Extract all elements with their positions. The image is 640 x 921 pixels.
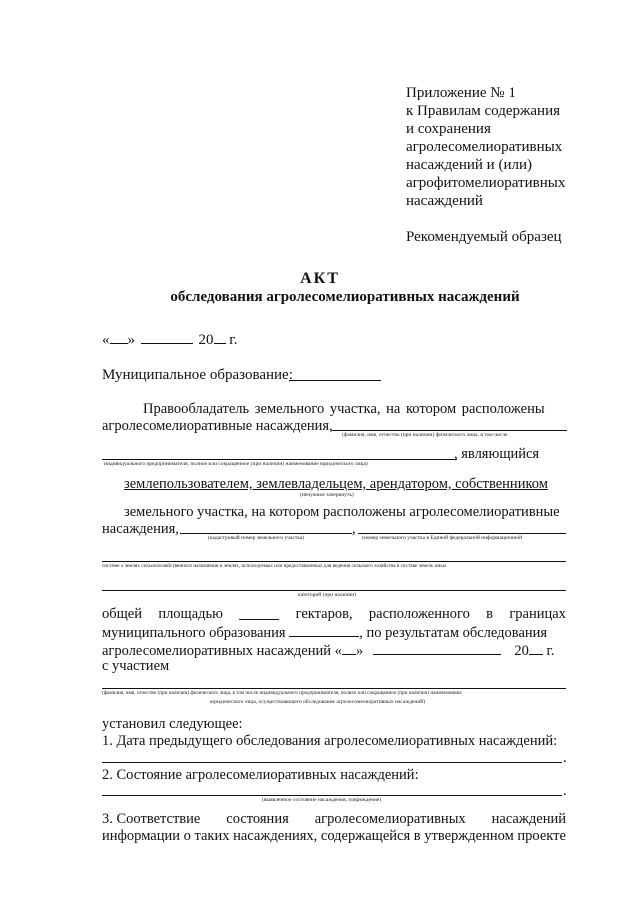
owner-hint-2: индивидуального предпринимателя; полное или сокращенное (при наличии) наименование юридического лица): [104, 461, 368, 467]
area-word: границах: [509, 606, 566, 622]
hint-participant-1: (фамилия, имя, отчество (при наличии) физического лица, в том числе индивидуального предпринимателя, полное или сокращенное (при наличии) наименование: [102, 690, 462, 696]
area-line2a: муниципального образования: [102, 625, 286, 641]
area-word: площадью: [158, 606, 223, 622]
owner-hint-1: (фамилия, имя, отчество (при наличии) физического лица, в том числе: [342, 432, 508, 438]
appendix-line: к Правилам содержания: [406, 103, 561, 119]
area-year: 20: [514, 643, 529, 659]
area-line1: [102, 605, 566, 623]
plot-comma: ,: [352, 521, 356, 537]
area-word: гектаров,: [295, 606, 353, 622]
area-word: расположенного: [368, 606, 470, 622]
date-open-quote: «: [102, 332, 110, 348]
owner-name-field-2[interactable]: [102, 459, 457, 460]
plot-number-field[interactable]: [358, 533, 566, 534]
date-line: [102, 331, 237, 349]
municipality-label: Муниципальное образование:: [102, 367, 293, 383]
appendix-line: агрофитомелиоративных: [406, 175, 566, 191]
hint-category: категорий (при наличии): [298, 592, 357, 598]
municipality-field-2[interactable]: [289, 622, 359, 637]
area-line2: [102, 622, 547, 642]
item3-word: 3. Соответствие: [102, 811, 201, 827]
findings-item-3-line1: [102, 810, 566, 828]
area-line2b: , по результатам обследования: [359, 625, 548, 641]
area-line3a: агролесомелиоративных насаждений «: [102, 643, 342, 659]
plot-line1: земельного участка, на котором расположены агролесомелиоративные: [124, 504, 560, 520]
owner-line1: Правообладатель земельного участка, на котором расположены: [143, 401, 545, 417]
owner-roles-hint: (ненужное зачеркнуть): [300, 492, 354, 498]
sample-note: Рекомендуемый образец: [406, 229, 562, 245]
findings-item-3-line2: информации о таких насаждениях, содержащейся в утвержденном проекте: [102, 828, 566, 844]
appendix-line: насаждений: [406, 193, 483, 209]
owner-roles: землепользователем, землевладельцем, арендатором, собственником: [124, 476, 548, 492]
plot-line2-label: насаждения,: [102, 521, 179, 537]
date-year: 20: [198, 332, 214, 348]
area-word: общей: [102, 606, 142, 622]
survey-month-field[interactable]: [373, 640, 501, 655]
item3-word: агролесомелиоративных: [314, 811, 466, 827]
appendix-line: агролесомелиоративных: [406, 139, 563, 155]
area-line3b: »: [355, 643, 364, 659]
area-hectares-field[interactable]: [239, 605, 279, 620]
hint-plot-number: (номер земельного участка в Единой федеральной информационной: [362, 535, 523, 541]
municipality-field[interactable]: [289, 380, 381, 381]
act-title: АКТ: [300, 270, 340, 287]
owner-line3-tail: , являющийся: [454, 446, 540, 462]
owner-line2: агролесомелиоративные насаждения,: [102, 418, 333, 434]
date-close-quote: »: [127, 332, 135, 348]
appendix-block: [406, 84, 565, 210]
system-field[interactable]: [102, 561, 566, 562]
act-subtitle: обследования агролесомелиоративных насаждений: [170, 289, 520, 305]
findings-intro: установил следующее:: [102, 716, 243, 732]
findings-item-2: 2. Состояние агролесомелиоративных насаждений:: [102, 767, 419, 783]
appendix-line: Приложение № 1: [406, 85, 516, 101]
item2-field[interactable]: [102, 795, 562, 796]
item3-word: насаждений: [491, 811, 566, 827]
item3-word: состояния: [226, 811, 289, 827]
hint-item2: (выявленное состояние насаждения, повреждение): [262, 797, 382, 803]
category-field[interactable]: [102, 590, 566, 591]
date-year-suffix: г.: [229, 332, 238, 348]
owner-name-field[interactable]: [332, 430, 567, 431]
hint-cadastral: (кадастровый номер земельного участка): [208, 535, 305, 541]
findings-item-1: 1. Дата предыдущего обследования агролесомелиоративных насаждений:: [102, 733, 558, 749]
area-line4: с участием: [102, 658, 170, 674]
item2-period: .: [563, 783, 567, 799]
item1-period: .: [563, 750, 567, 766]
area-word: в: [486, 606, 493, 622]
hint-system: системе о землях сельскохозяйственного назначения и землях, используемых или предоставленных для ведения сельского хозяйства в составе земель иных: [102, 563, 447, 569]
area-line3: [102, 640, 554, 660]
cadastral-number-field[interactable]: [180, 533, 352, 534]
appendix-line: насаждений и (или): [406, 157, 532, 173]
appendix-line: и сохранения: [406, 121, 491, 137]
participant-field[interactable]: [102, 688, 566, 689]
item1-field[interactable]: [102, 762, 562, 763]
area-year-suffix: г.: [546, 643, 555, 659]
hint-participant-2: юридического лица, осуществляющего обследование агролесомелиоративных насаждений): [210, 699, 426, 705]
